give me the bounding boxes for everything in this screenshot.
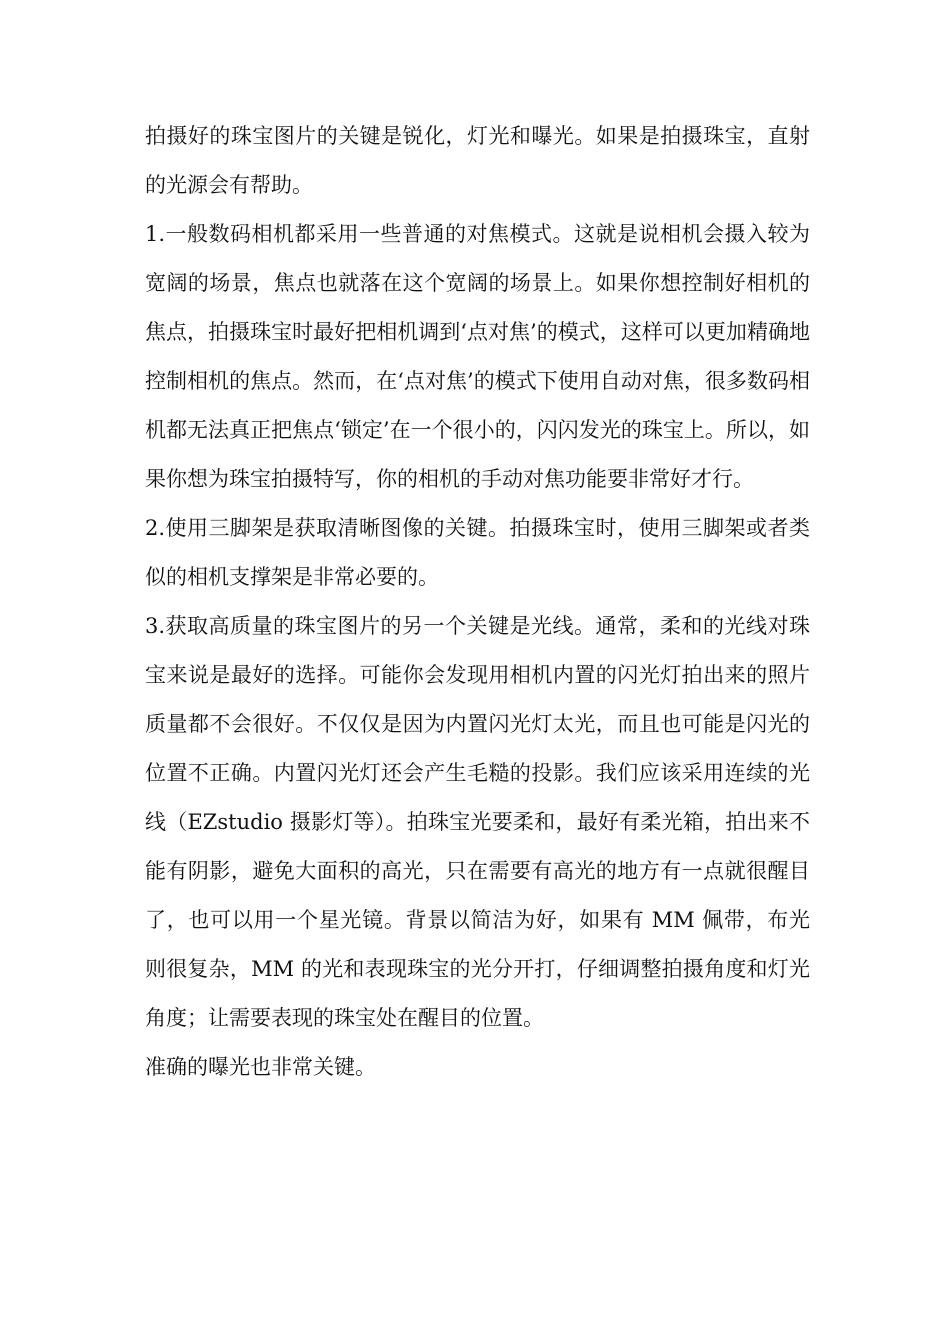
paragraph-focus-tip: 1.一般数码相机都采用一些普通的对焦模式。这就是说相机会摄入较为宽阔的场景，焦点也就落在这个宽阔的场景上。如果你想控制好相机的焦点，拍摄珠宝时最好把相机调到‘点对焦’的模式，这样可以更加精确地控制相机的焦点。然而，在‘点对焦’的模式下使用自动对焦，很多数码相机都无法真正把焦点‘锁定’在一个很小的，闪闪发光的珠宝上。所以，如果你想为珠宝拍摄特写，你的相机的手动对焦功能要非常好才行。 xyxy=(145,222,810,491)
paragraph-intro: 拍摄好的珠宝图片的关键是锐化，灯光和曝光。如果是拍摄珠宝，直射的光源会有帮助。 xyxy=(145,124,810,197)
paragraph-lighting-tip: 3.获取高质量的珠宝图片的另一个关键是光线。通常，柔和的光线对珠宝来说是最好的选择。可能你会发现用相机内置的闪光灯拍出来的照片质量都不会很好。不仅仅是因为内置闪光灯太光，而且也可能是闪光的位置不正确。内置闪光灯还会产生毛糙的投影。我们应该采用连续的光线（EZstudio 摄影灯等）。拍珠宝光要柔和，最好有柔光箱，拍出来不能有阴影，避免大面积的高光，只在需要有高光的地方有一点就很醒目了，也可以用一个星光镜。背景以简洁为好，如果有 MM 佩带，布光则很复杂，MM 的光和表现珠宝的光分开打，仔细调整拍摄角度和灯光角度；让需要表现的珠宝处在醒目的位置。 xyxy=(145,614,810,1030)
paragraph-exposure: 准确的曝光也非常关键。 xyxy=(145,1055,376,1079)
paragraph-tripod-tip: 2.使用三脚架是获取清晰图像的关键。拍摄珠宝时，使用三脚架或者类似的相机支撑架是非常必要的。 xyxy=(145,516,810,589)
document-body xyxy=(145,112,810,1092)
